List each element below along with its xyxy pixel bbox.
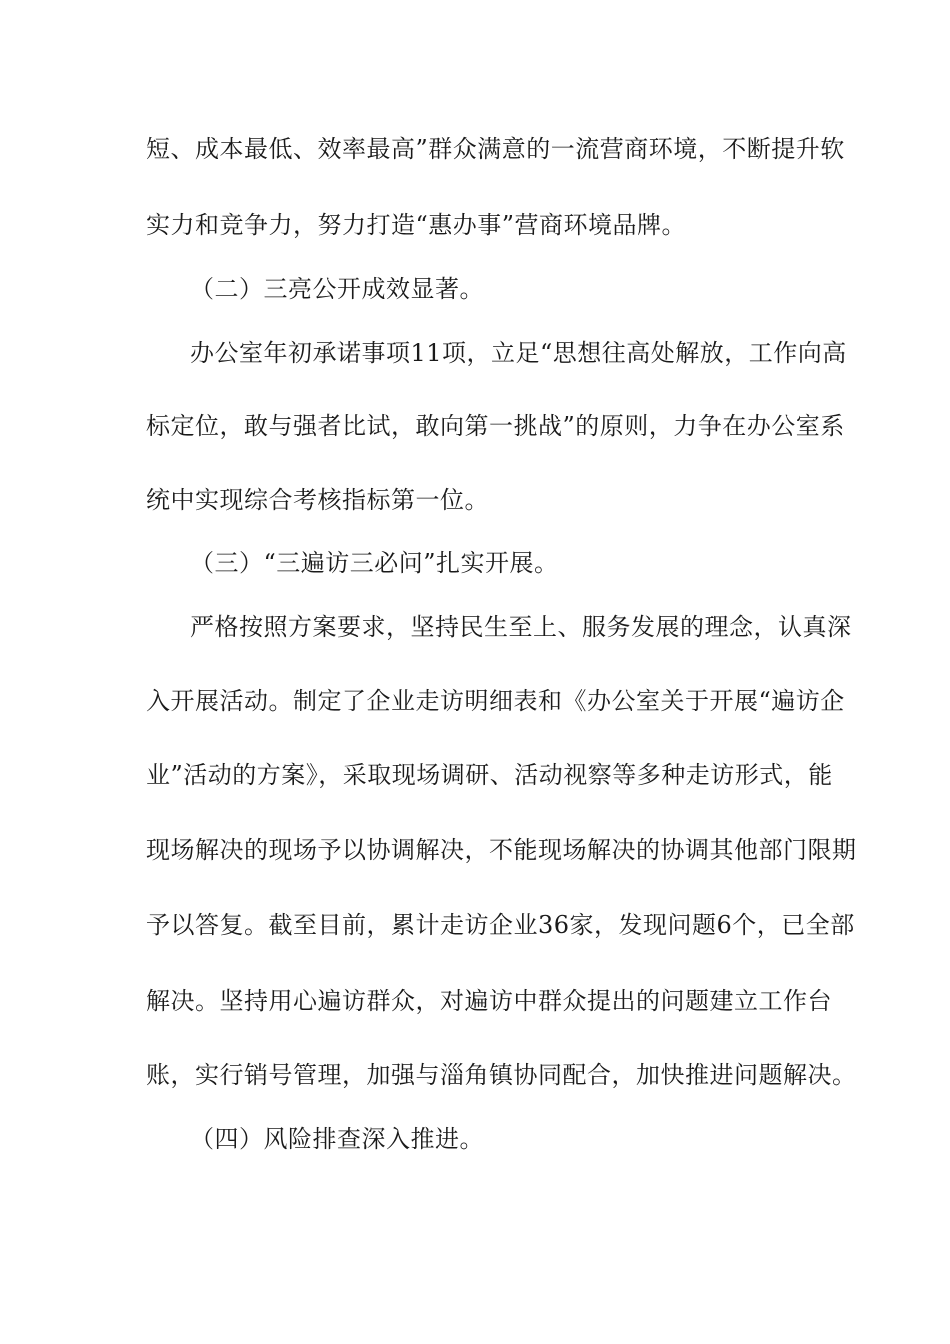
section-heading-3: （三）“三遍访三必问”扎实开展。 — [190, 549, 559, 577]
body-text-line: 入开展活动。制定了企业走访明细表和《办公室关于开展“遍访企 — [146, 687, 845, 715]
section-heading-4: （四）风险排查深入推进。 — [190, 1125, 484, 1153]
body-text-line: 标定位，敢与强者比试，敢向第一挑战”的原则，力争在办公室系 — [146, 412, 845, 440]
body-text-line: 统中实现综合考核指标第一位。 — [146, 486, 489, 514]
body-text-line: 短、成本最低、效率最高”群众满意的一流营商环境，不断提升软 — [146, 135, 845, 163]
body-text-line: 实力和竞争力，努力打造“惠办事”营商环境品牌。 — [146, 211, 687, 239]
body-text-line: 予以答复。截至目前，累计走访企业36家，发现问题6个，已全部 — [146, 911, 855, 939]
body-text-line: 解决。坚持用心遍访群众，对遍访中群众提出的问题建立工作台 — [146, 987, 832, 1015]
body-text-line: 账，实行销号管理，加强与淄角镇协同配合，加快推进问题解决。 — [146, 1061, 857, 1089]
paragraph-start-line: 严格按照方案要求，坚持民生至上、服务发展的理念，认真深 — [190, 613, 852, 641]
section-heading-2: （二）三亮公开成效显著。 — [190, 275, 484, 303]
body-text-line: 现场解决的现场予以协调解决，不能现场解决的协调其他部门限期 — [146, 836, 857, 864]
paragraph-start-line: 办公室年初承诺事项11项，立足“思想往高处解放，工作向高 — [190, 339, 847, 367]
body-text-line: 业”活动的方案》，采取现场调研、活动视察等多种走访形式，能 — [146, 761, 833, 789]
